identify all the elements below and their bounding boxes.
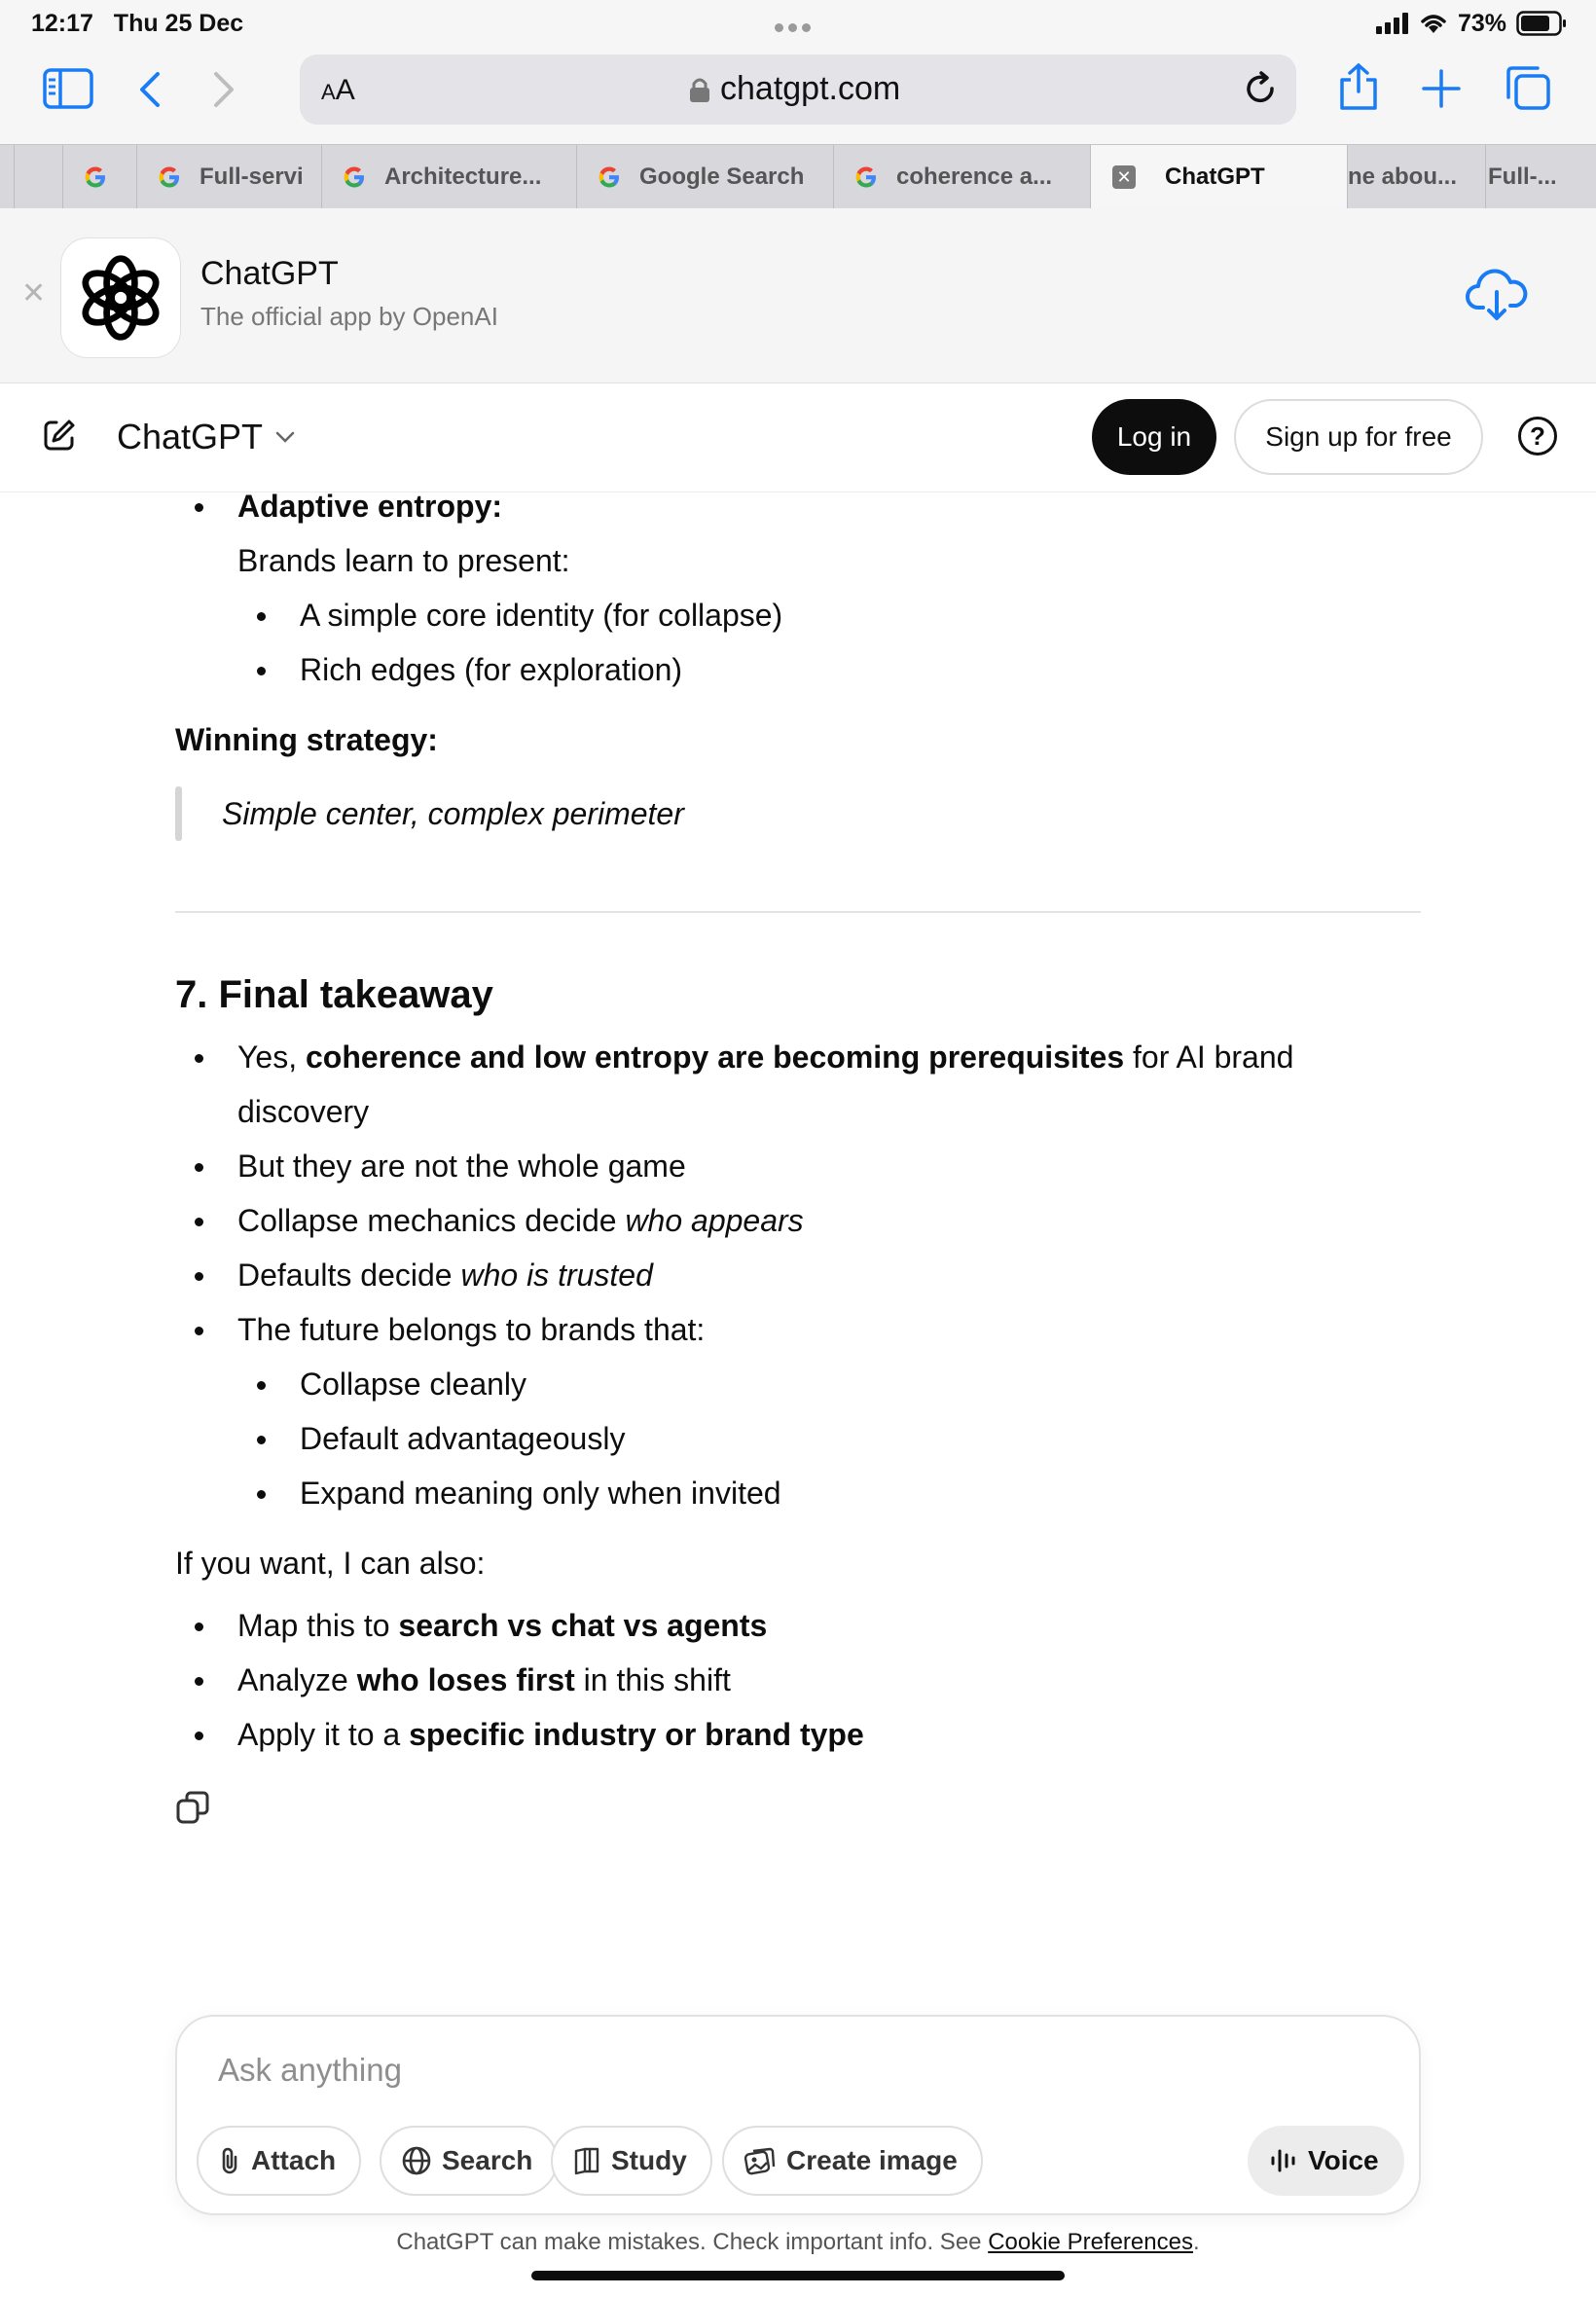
- tab-label: Full-...: [1488, 164, 1557, 190]
- copy-icon[interactable]: [175, 1787, 210, 1836]
- google-icon: [340, 163, 369, 192]
- chat-content: [0, 492, 1596, 1836]
- chat-header: [0, 383, 1596, 492]
- browser-toolbar: [0, 47, 1596, 144]
- chatgpt-app-icon[interactable]: [60, 237, 181, 358]
- tab-label: ChatGPT: [1165, 164, 1265, 190]
- list-item: Defaults decide who is trusted: [237, 1248, 653, 1302]
- forward-icon[interactable]: [210, 70, 237, 109]
- list-item: Collapse cleanly: [300, 1357, 526, 1411]
- google-icon: [852, 163, 881, 192]
- book-icon: [572, 2146, 601, 2175]
- chip-label: Attach: [251, 2145, 337, 2175]
- model-title: ChatGPT: [117, 417, 264, 456]
- disclaimer-end: .: [1192, 2229, 1200, 2255]
- divider: [175, 911, 1421, 913]
- list-item: Collapse mechanics decide who appears: [237, 1193, 804, 1248]
- lock-icon: [689, 76, 710, 103]
- chip-label: Study: [611, 2145, 687, 2175]
- tab-label: ne abou...: [1348, 164, 1458, 190]
- list-item: The future belongs to brands that:: [237, 1302, 705, 1357]
- home-indicator[interactable]: [531, 2271, 1065, 2280]
- download-cloud-icon[interactable]: [1466, 269, 1528, 328]
- attach-button[interactable]: [197, 2126, 361, 2196]
- disclaimer: [0, 2229, 1596, 2256]
- chip-label: Search: [442, 2145, 533, 2175]
- login-button[interactable]: Log in: [1092, 399, 1216, 475]
- list-item: Yes, coherence and low entropy are becoming prerequisites for AI brand: [237, 1030, 1293, 1084]
- tab-label: Full-servi: [200, 164, 304, 190]
- close-tab-icon[interactable]: ✕: [1112, 165, 1136, 189]
- google-icon: [595, 163, 624, 192]
- list-item: Apply it to a specific industry or brand type: [237, 1707, 864, 1762]
- list-item: Map this to search vs chat vs agents: [237, 1598, 767, 1653]
- chevron-down-icon: [274, 430, 296, 444]
- tab-7[interactable]: [1485, 145, 1596, 209]
- create-image-button[interactable]: [722, 2126, 983, 2196]
- list-item-text: Brands learn to present:: [237, 543, 570, 578]
- reader-options-button[interactable]: AA: [321, 74, 355, 106]
- tab-4[interactable]: [576, 145, 833, 209]
- list-item-text: discovery: [237, 1094, 370, 1129]
- list-item: Adaptive entropy:: [237, 492, 502, 533]
- wifi-icon: [1419, 12, 1448, 35]
- cellular-signal-icon: [1376, 13, 1409, 34]
- app-subtitle: The official app by OpenAI: [200, 302, 498, 331]
- share-icon[interactable]: [1337, 62, 1380, 111]
- message-input[interactable]: Ask anything: [218, 2052, 402, 2088]
- list-item: But they are not the whole game: [237, 1139, 686, 1193]
- google-icon: [81, 163, 110, 192]
- tab-1[interactable]: [62, 145, 136, 209]
- tab-strip: [0, 144, 1596, 208]
- new-chat-icon[interactable]: [43, 419, 76, 456]
- tab-2[interactable]: [136, 145, 321, 209]
- section-heading: 7. Final takeaway: [175, 973, 493, 1016]
- tab-active-chatgpt[interactable]: [1090, 145, 1347, 209]
- app-banner: [0, 208, 1596, 383]
- reload-icon[interactable]: [1242, 70, 1279, 112]
- sidebar-toggle-icon[interactable]: [43, 68, 93, 109]
- tab-6[interactable]: [1347, 145, 1485, 209]
- list-item: Analyze who loses first in this shift: [237, 1653, 731, 1707]
- image-icon: [744, 2145, 777, 2176]
- cookie-preferences-link[interactable]: Cookie Preferences: [988, 2229, 1193, 2255]
- blockquote-bar: [175, 786, 182, 841]
- google-icon: [155, 163, 184, 192]
- voice-waveform-icon: [1269, 2147, 1298, 2174]
- list-item: A simple core identity (for collapse): [300, 588, 782, 642]
- list-item: Rich edges (for exploration): [300, 642, 682, 697]
- signup-button[interactable]: Sign up for free: [1234, 399, 1483, 475]
- list-item: Expand meaning only when invited: [300, 1466, 781, 1520]
- model-selector[interactable]: [117, 417, 296, 457]
- disclaimer-text: ChatGPT can make mistakes. Check important info. See: [396, 2229, 989, 2255]
- strategy-label: Winning strategy:: [175, 722, 438, 757]
- paperclip-icon: [218, 2145, 241, 2176]
- multitasking-dots-icon[interactable]: [775, 19, 821, 29]
- tab-0[interactable]: [14, 145, 62, 209]
- tab-label: coherence a...: [896, 164, 1053, 190]
- address-bar[interactable]: [300, 55, 1296, 125]
- globe-icon: [401, 2145, 432, 2176]
- tab-overview-icon[interactable]: [1505, 64, 1551, 111]
- study-button[interactable]: [551, 2126, 712, 2196]
- app-name: ChatGPT: [200, 255, 339, 292]
- voice-button[interactable]: [1248, 2126, 1404, 2196]
- message-composer: [175, 2015, 1421, 2215]
- url-text: chatgpt.com: [720, 70, 901, 107]
- status-indicators: [1376, 9, 1567, 38]
- help-icon[interactable]: ?: [1518, 417, 1557, 456]
- battery-percent: 73%: [1457, 9, 1506, 37]
- battery-icon: [1516, 11, 1567, 36]
- status-time: 12:17 Thu 25 Dec: [31, 10, 244, 37]
- tab-label: Google Search: [639, 164, 805, 190]
- search-button[interactable]: [380, 2126, 558, 2196]
- chip-label: Create image: [786, 2145, 958, 2175]
- back-icon[interactable]: [136, 70, 163, 109]
- new-tab-icon[interactable]: [1421, 68, 1462, 109]
- list-item: Default advantageously: [300, 1411, 625, 1466]
- url-display[interactable]: [689, 70, 900, 108]
- tab-3[interactable]: [321, 145, 576, 209]
- strategy-quote: Simple center, complex perimeter: [222, 796, 684, 831]
- tab-label: Architecture...: [384, 164, 542, 190]
- chip-label: Voice: [1308, 2145, 1379, 2175]
- status-bar: [0, 0, 1596, 47]
- tab-5[interactable]: [833, 145, 1090, 209]
- offer-text: If you want, I can also:: [175, 1546, 486, 1581]
- close-banner-icon[interactable]: ✕: [21, 277, 47, 310]
